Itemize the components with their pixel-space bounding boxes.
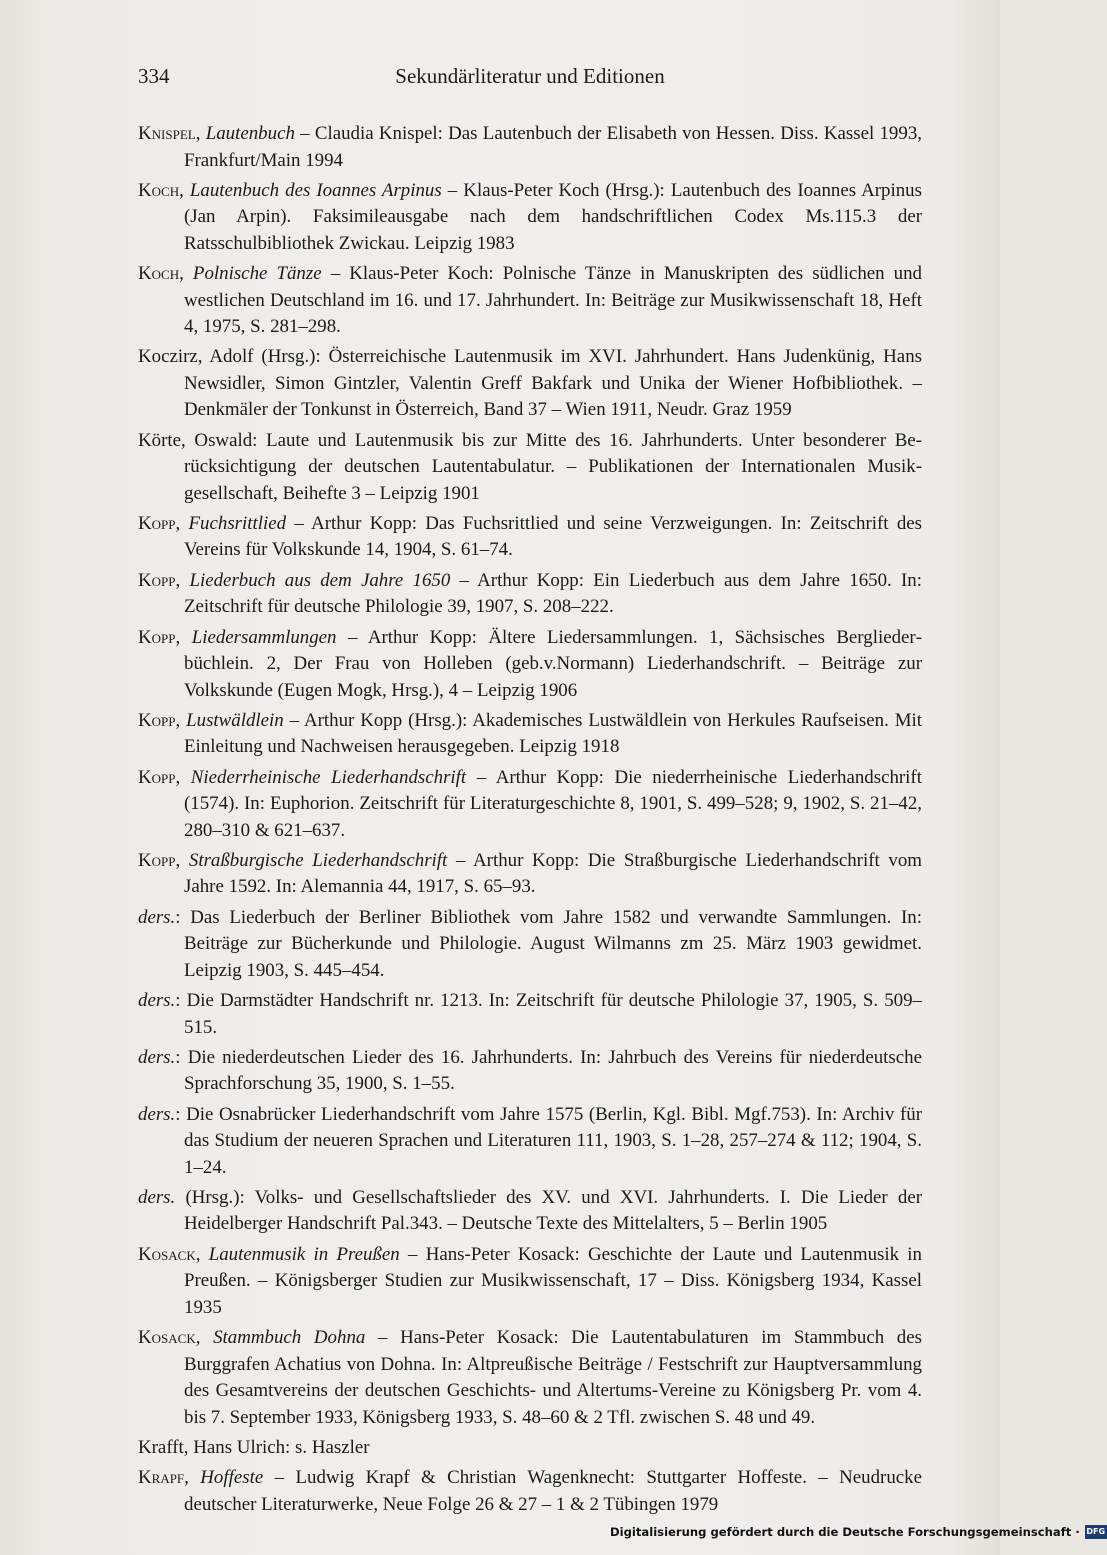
entry-short-title: Fuchsrittlied xyxy=(188,512,287,534)
entry-text: Krafft, Hans Ulrich: s. Haszler xyxy=(138,1436,370,1458)
entry-text: – Klaus-Peter Koch: Polnische Tänze in Manuskripten des südlichen und westlichen Deutschland im 16. und 17. Jahrhundert. In: Beiträge zur Musikwissenschaft 18, Heft 4, 1975, S. 281–298. xyxy=(184,263,923,338)
bibliography-entry xyxy=(138,1325,922,1431)
entry-author: Kosack, xyxy=(138,1243,201,1265)
entry-author: Krapf, xyxy=(138,1467,189,1489)
entry-text: : Die niederdeutschen Lieder des 16. Jahrhunderts. In: Jahrbuch des Vereins für niederdeutsche Sprachforschung 35, 1900, S. 1–55. xyxy=(175,1046,922,1095)
entry-short-title: Lautenmusik in Preußen xyxy=(208,1243,400,1265)
entry-short-title: ders. xyxy=(138,1046,176,1068)
entry-text: – Arthur Kopp: Die Straßburgische Liederhandschrift vom Jahre 1592. In: Alemannia 44, 1917, S. 65–93. xyxy=(184,849,922,898)
footer-credit xyxy=(610,1524,1107,1542)
entry-author: Kopp, xyxy=(138,709,181,731)
bibliography-entry xyxy=(138,344,922,424)
bibliography-entry xyxy=(138,178,922,258)
entry-text: – Ludwig Krapf & Christian Wagenknecht: Stuttgarter Hoffeste. – Neudrucke deutscher Literaturwerke, Neue Folge 26 & 27 – 1 & 2 Tübingen 1979 xyxy=(184,1467,922,1515)
entry-text: – Hans-Peter Kosack: Geschichte der Laute und Lautenmusik in Preußen. – Königsberger Studien zur Musikwissenschaft, 17 – Diss. Königsberg 1934, Kassel 1935 xyxy=(184,1243,923,1318)
dfg-logo-icon: DFG xyxy=(1085,1525,1107,1539)
entry-short-title: Straßburgische Liederhandschrift xyxy=(188,849,448,871)
bibliography-entry xyxy=(138,568,922,621)
entry-text: – Arthur Kopp (Hrsg.): Akademisches Lustwäldlein von Herkules Raufseisen. Mit Einleitung und Nachweisen herausgegeben. Leipzig 1918 xyxy=(184,709,922,758)
entry-text: Körte, Oswald: Laute und Lautenmusik bis zur Mitte des 16. Jahrhunderts. Unter besonderer Berücksichtigung der deutschen Lautentabulatur. – Publikationen der Internationalen Musikgesellschaft, Beihefte 3 – Leipzig 1901 xyxy=(138,429,922,504)
entry-author: Kopp, xyxy=(138,626,181,648)
entry-text: – Klaus-Peter Koch (Hrsg.): Lautenbuch des Ioannes Arpinus (Jan Arpin). Faksimileausgabe nach dem handschriftlichen Codex Ms.115.3 der Ratsschulbibliothek Zwickau. Leipzig 1983 xyxy=(184,179,922,254)
entry-text: – Hans-Peter Kosack: Die Lautentabulaturen im Stammbuch des Burggrafen Achatius von Dohna. In: Altpreußische Beiträge / Festschrift zur Hauptversammlung des Gesamtvereins der deutschen Geschichts- und Altertums-Vereine zu Königsberg Pr. vom 4. bis 7. September 1933, Königsberg 1933, S. 48–60 & 2 Tfl. zwischen S. 48 und 49. xyxy=(184,1327,922,1428)
entry-text: – Arthur Kopp: Die niederrheinische Liederhandschrift (1574). In: Euphorion. Zeitschrift für Literaturgeschichte 8, 1901, S. 499–528; 9, 1902, S. 21–42, 280–310 & 621–637. xyxy=(184,766,922,841)
bibliography-entry xyxy=(138,1185,922,1238)
bibliography-entry xyxy=(138,261,922,341)
bibliography-entry xyxy=(138,1102,922,1182)
page-number: 334 xyxy=(138,64,170,88)
entry-short-title: Polnische Tänze xyxy=(192,263,322,285)
bibliography-entry xyxy=(138,765,922,845)
bibliography-entry xyxy=(138,625,922,705)
entry-short-title: Liedersammlungen xyxy=(191,626,337,648)
entry-short-title: Lustwäldlein xyxy=(186,709,284,731)
entry-text: Koczirz, Adolf (Hrsg.): Österreichische Lautenmusik im XVI. Jahrhundert. Hans Judenkünig, Hans Newsidler, Simon Gintzler, Valentin Greff Bakfark und Unika der Wiener Hofbibliothek. – Denkmäler der Tonkunst in Österreich, Band 37 – Wien 1911, Neudr. Graz 1959 xyxy=(138,346,922,421)
bibliography-entry xyxy=(138,708,922,761)
entry-author: Knispel, xyxy=(138,123,201,144)
bibliography-entry xyxy=(138,988,922,1041)
entry-short-title: Niederrheinische Liederhandschrift xyxy=(190,766,467,788)
entry-text: : Die Osnabrücker Liederhandschrift vom Jahre 1575 (Berlin, Kgl. Bibl. Mgf.753). In: Archiv für das Studium der neueren Sprachen und Literaturen 111, 1903, S. 1–28, 257–274 & 112; 1904, S. 1–24. xyxy=(175,1103,922,1178)
bibliography-entry xyxy=(138,511,922,564)
entry-author: Koch, xyxy=(138,179,184,201)
entry-author: Kopp, xyxy=(138,849,181,871)
entry-author: Kosack, xyxy=(138,1327,201,1349)
bibliography-entry xyxy=(138,1045,922,1098)
entry-author: Kopp, xyxy=(138,766,181,788)
entry-short-title: ders. xyxy=(138,1103,176,1125)
bibliography-list xyxy=(138,121,922,1522)
entry-short-title: Liederbuch aus dem Jahre 1650 xyxy=(189,569,451,591)
entry-short-title: ders. xyxy=(138,1186,176,1208)
entry-author: Kopp, xyxy=(138,512,181,534)
running-head: Sekundärliteratur und Editionen xyxy=(395,64,665,88)
footer-text: Digitalisierung gefördert durch die Deutsche Forschungsgemeinschaft · xyxy=(610,1524,1080,1539)
entry-text: (Hrsg.): Volks- und Gesellschaftslieder des XV. und XVI. Jahrhunderts. I. Die Lieder der Heidelberger Handschrift Pal.343. – Deutsche Texte des Mittelalters, 5 – Berlin 1905 xyxy=(175,1186,922,1235)
bibliography-entry xyxy=(138,121,922,174)
bibliography-entry xyxy=(138,1242,922,1322)
page-header xyxy=(138,64,922,98)
entry-short-title: Stammbuch Dohna xyxy=(213,1327,366,1349)
bibliography-entry xyxy=(138,1435,922,1462)
entry-short-title: Lautenbuch des Ioannes Arpinus xyxy=(189,179,442,201)
bibliography-entry xyxy=(138,848,922,901)
entry-author: Kopp, xyxy=(138,569,181,591)
entry-text: : Die Darmstädter Handschrift nr. 1213. In: Zeitschrift für deutsche Philologie 37, 1905, S. 509–515. xyxy=(175,990,922,1038)
bibliography-entry xyxy=(138,428,922,508)
entry-short-title: ders. xyxy=(138,990,176,1012)
bibliography-entry xyxy=(138,1465,922,1518)
entry-text: – Arthur Kopp: Ein Liederbuch aus dem Jahre 1650. In: Zeitschrift für deutsche Philologie 39, 1907, S. 208–222. xyxy=(184,569,922,618)
entry-author: Koch, xyxy=(138,263,184,285)
entry-text: – Claudia Knispel: Das Lautenbuch der Elisabeth von Hessen. Diss. Kassel 1993, Frankfurt/Main 1994 xyxy=(184,123,922,171)
entry-short-title: ders. xyxy=(138,906,176,928)
entry-text: – Arthur Kopp: Das Fuchsrittlied und seine Verzweigungen. In: Zeitschrift des Vereins für Volkskunde 14, 1904, S. 61–74. xyxy=(184,512,922,561)
bibliography-entry xyxy=(138,905,922,985)
entry-text: – Arthur Kopp: Ältere Liedersammlungen. 1, Sächsisches Bergliederbüchlein. 2, Der Frau von Holleben (geb.v.Normann) Liederhandschrift. – Beiträge zur Volkskunde (Eugen Mogk, Hrsg.), 4 – Leipzig 1906 xyxy=(184,626,922,701)
entry-short-title: Hoffeste xyxy=(200,1467,264,1489)
entry-text: : Das Liederbuch der Berliner Bibliothek vom Jahre 1582 und verwandte Sammlungen. In: Beiträge zur Bücherkunde und Philologie. August Wilmanns zm 25. März 1903 gewidmet. Leipzig 1903, S. 445–454. xyxy=(175,906,922,981)
entry-short-title: Lautenbuch xyxy=(205,123,295,144)
